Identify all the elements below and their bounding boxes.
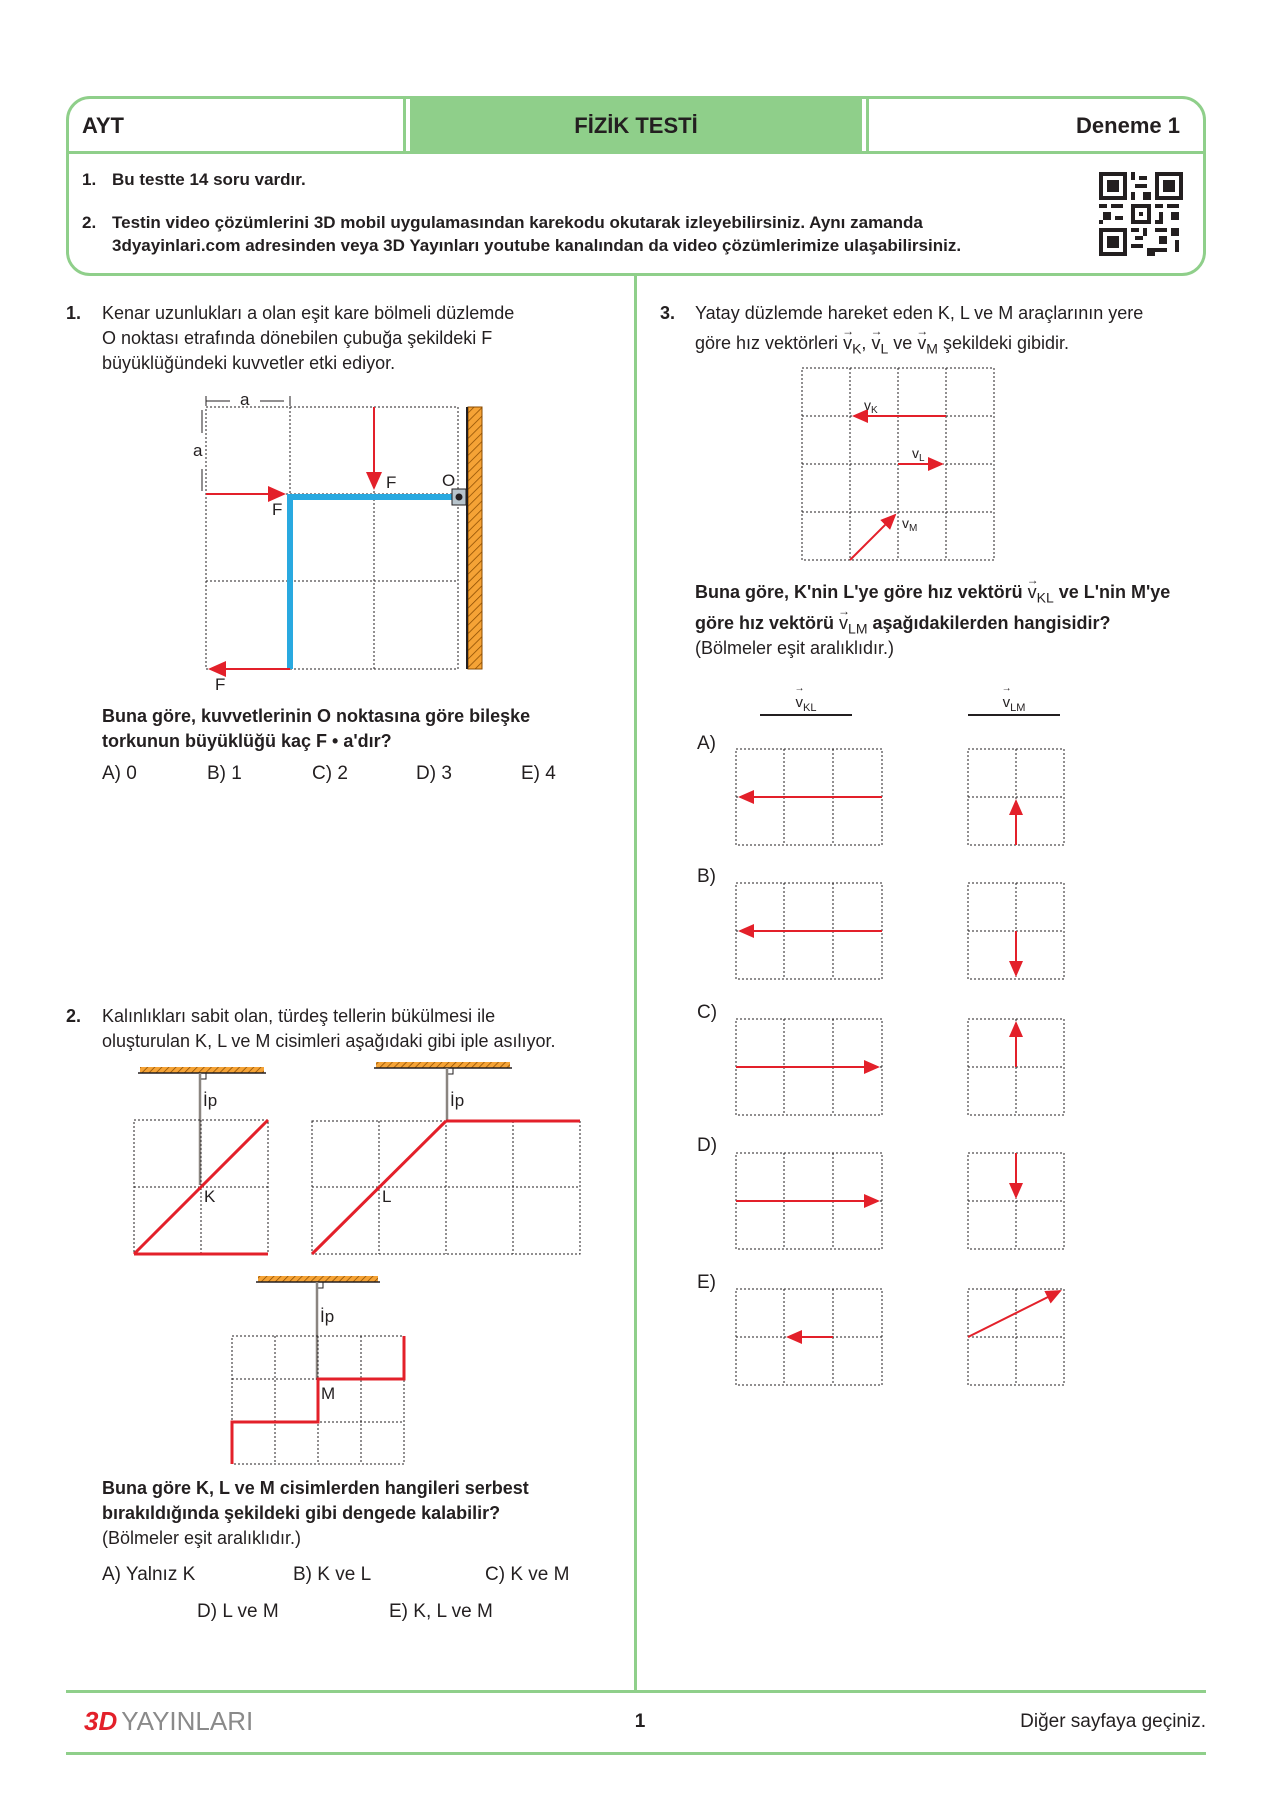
q3-option-d-label[interactable]: D) (697, 1135, 718, 1156)
q3-options-figures[interactable] (730, 740, 1070, 1400)
q1-label-o: O (442, 471, 456, 490)
q3-grid-vl: $v_L$ (912, 445, 925, 464)
note-2 (82, 211, 961, 257)
note-2-text-2: 3dyayinlari.com adresinden veya 3D Yayınları youtube kanalından da video çözümlerimize ulaşabilirsiniz. (112, 236, 962, 255)
q1-option-c[interactable]: C) 2 (312, 763, 348, 784)
q2-option-d[interactable]: D) L ve M (197, 1601, 279, 1622)
q3-line-1: Yatay düzlemde hareket eden K, L ve M araçlarının yere (695, 303, 1144, 323)
q2-note: (Bölmeler eşit aralıklıdır.) (102, 1528, 302, 1548)
q1-line-1: Kenar uzunlukları a olan eşit kare bölmeli düzlemde (102, 303, 515, 323)
page-number: 1 (634, 1711, 646, 1732)
q3-option-a-label[interactable]: A) (697, 733, 716, 754)
logo-text: YAYINLARI (121, 1706, 254, 1736)
q2-line-2: oluşturulan K, L ve M cisimleri aşağıdaki gibi iple asılıyor. (102, 1031, 556, 1051)
q2-figure-m (228, 1272, 418, 1472)
q1-label-a-left: a (193, 441, 203, 460)
note-1-num: 1. (82, 170, 97, 189)
q1-ask-1: Buna göre, kuvvetlerinin O noktasına göre bileşke (102, 706, 531, 726)
q2-option-b[interactable]: B) K ve L (293, 1564, 372, 1585)
q2-ip-l: İp (450, 1091, 465, 1110)
q2-option-a[interactable]: A) Yalnız K (102, 1564, 196, 1585)
q1-label-a-top: a (240, 390, 250, 409)
note-1 (82, 170, 306, 190)
q2-number: 2. (66, 1006, 82, 1026)
q3-v-k: K (852, 340, 862, 357)
q1-option-b[interactable]: B) 1 (207, 763, 242, 784)
q3-grid-vm: $v_M$ (902, 515, 918, 534)
q3-ask-1: Buna göre, K'nin L'ye göre hız vektörü → $v_{KL}$ ve L'nin M'ye (695, 573, 1171, 606)
q2-option-e[interactable]: E) K, L ve M (389, 1601, 493, 1622)
q3-ask-2: göre hız vektörü → $v_{LM}$ aşağıdakilerden hangisidir? (695, 604, 1111, 637)
q2-ip-k: İp (203, 1091, 218, 1110)
q3-number: 3. (660, 303, 676, 323)
q3-v-m: M (926, 340, 938, 357)
q3-col-header-kl: → $v_{KL}$ (760, 694, 852, 716)
q3-comma: , (861, 333, 867, 353)
q3-line-2: göre hız vektörleri → $v_K$, → $v_L$ ve → $v_M$ şekildeki gibidir. (695, 324, 1070, 357)
q3-col-header-lm: → $v_{LM}$ (968, 694, 1060, 716)
q3-v-m-symbol: v (917, 333, 927, 353)
footer-bottom-rule (66, 1752, 1206, 1755)
note-2-num: 2. (82, 213, 97, 232)
q2-ask-2: bırakıldığında şekildeki gibi dengede kalabilir? (102, 1503, 501, 1523)
q3-v-l-symbol: v (871, 333, 881, 353)
publisher-logo[interactable] (84, 1706, 253, 1737)
q3-line-2b: şekildeki gibidir. (937, 333, 1070, 353)
next-page-note: Diğer sayfaya geçiniz. (1020, 1711, 1206, 1732)
exam-code: AYT (82, 113, 124, 138)
q1-ask-2: torkunun büyüklüğü kaç F • a'dır? (102, 731, 392, 751)
q3-note: (Bölmeler eşit aralıklıdır.) (695, 638, 895, 658)
q3-ve: ve (893, 333, 913, 353)
q3-v-k-symbol: v (843, 333, 853, 353)
q1-label-f1: F (272, 500, 283, 519)
logo-3d: 3D (84, 1706, 118, 1736)
test-name: Deneme 1 (1076, 113, 1180, 138)
q1-line-3: büyüklüğündeki kuvvetler etki ediyor. (102, 353, 396, 373)
q1-number: 1. (66, 303, 82, 323)
q3-option-c-label[interactable]: C) (697, 1002, 718, 1023)
q2-line-1: Kalınlıkları sabit olan, türdeş tellerin bükülmesi ile (102, 1006, 496, 1026)
page-title: FİZİK TESTİ (574, 113, 698, 138)
note-1-text: Bu testte 14 soru vardır. (112, 170, 306, 189)
q2-label-l: L (382, 1187, 392, 1206)
q2-label-m: M (321, 1384, 336, 1403)
q1-option-e[interactable]: E) 4 (521, 763, 556, 784)
header-divider (66, 151, 1206, 154)
q1-label-f3: F (215, 675, 226, 694)
q2-figure-l (306, 1056, 596, 1261)
q3-vector-grid (798, 366, 998, 566)
qr-code[interactable] (1099, 172, 1183, 256)
q3-line-2a: göre hız vektörleri (695, 333, 844, 353)
column-divider (634, 276, 637, 1690)
q3-grid-vk: $v_K$ (864, 397, 878, 416)
q2-figure-k (130, 1063, 280, 1263)
q3-option-b-label[interactable]: B) (697, 866, 716, 887)
q2-label-k: K (204, 1187, 216, 1206)
q3-v-l: L (880, 340, 889, 357)
q1-line-2: O noktası etrafında dönebilen çubuğa şekildeki F (102, 328, 493, 348)
q2-option-c[interactable]: C) K ve M (485, 1564, 570, 1585)
footer-top-rule (66, 1690, 1206, 1693)
q2-ask-1: Buna göre K, L ve M cisimlerden hangileri serbest (102, 1478, 529, 1498)
note-2-text: Testin video çözümlerini 3D mobil uygulamasından karekodu okutarak izleyebilirsiniz. Aynı zamanda (112, 213, 923, 232)
q1-figure (190, 385, 490, 695)
q1-option-d[interactable]: D) 3 (416, 763, 452, 784)
q1-label-f2: F (386, 473, 397, 492)
q1-option-a[interactable]: A) 0 (102, 763, 137, 784)
q2-ip-m: İp (320, 1307, 335, 1326)
q3-option-e-label[interactable]: E) (697, 1272, 716, 1293)
